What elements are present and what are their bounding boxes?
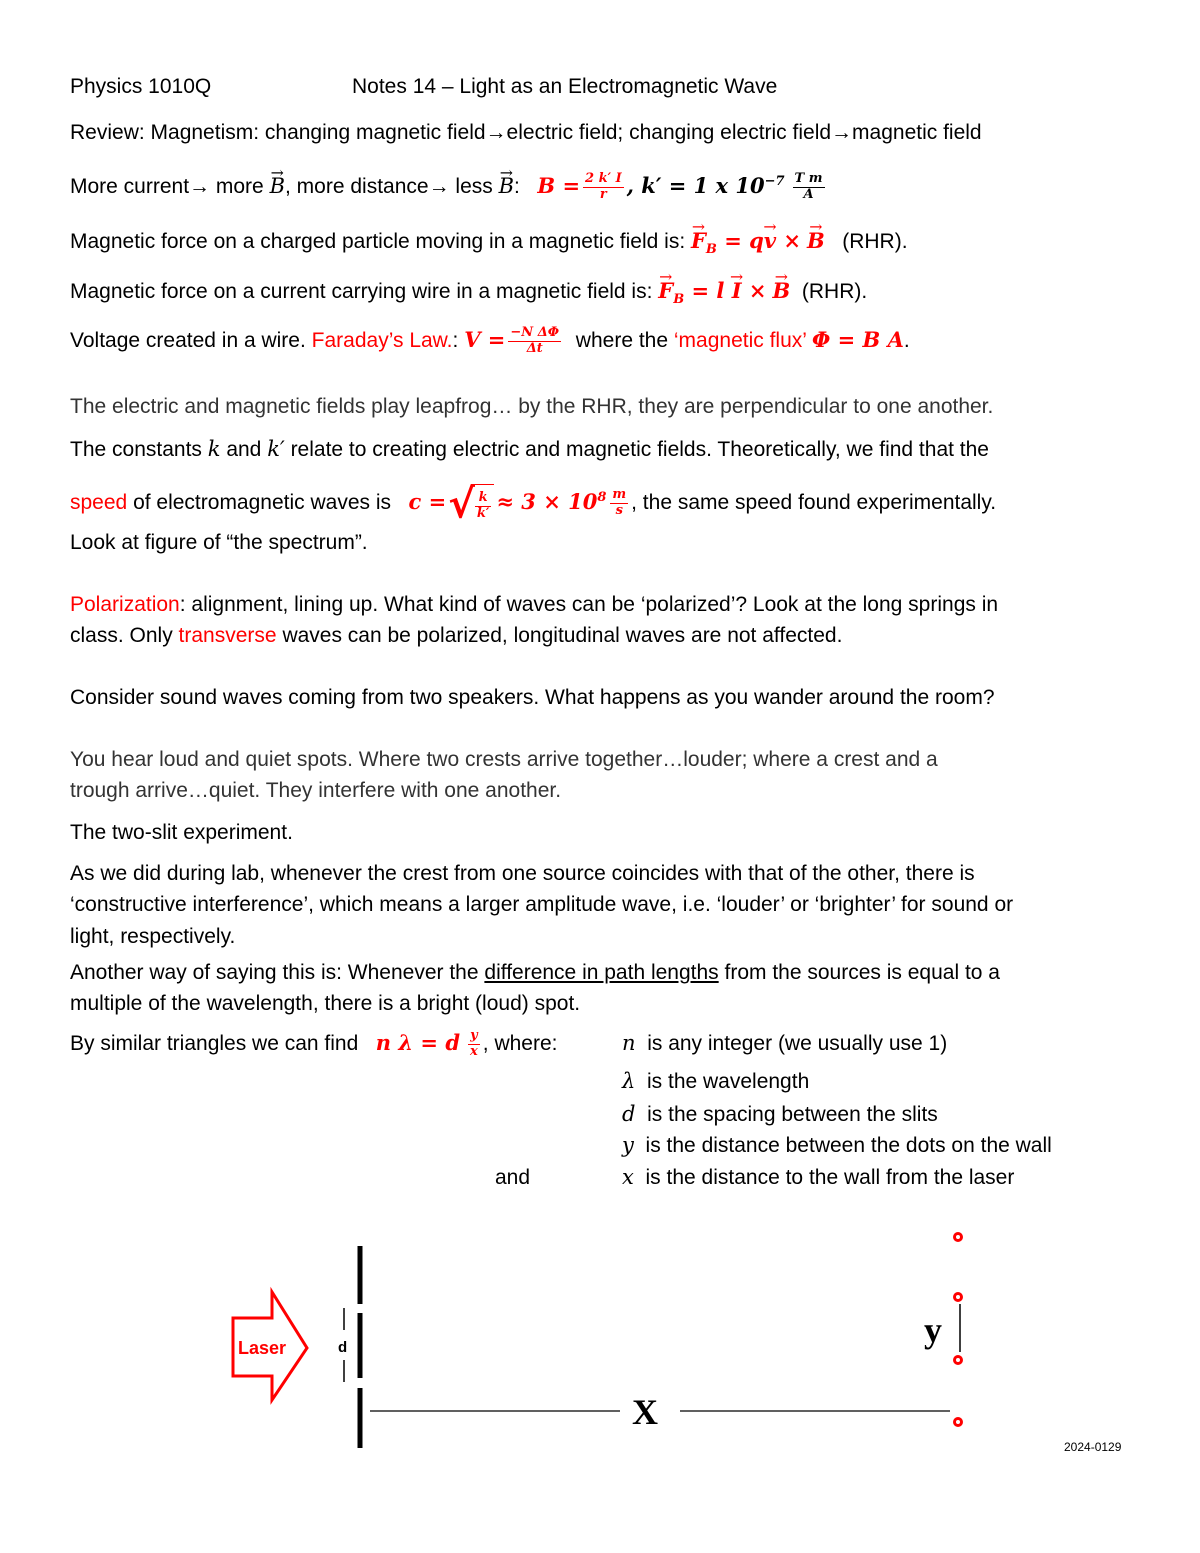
arrow-icon: → — [189, 174, 211, 198]
speed-label: speed — [70, 491, 128, 514]
polarization-line-2: class. Only transverse waves can be polarized, longitudinal waves are not affected. — [70, 624, 843, 647]
header — [70, 76, 211, 97]
speakers-line: Consider sound waves coming from two speakers. What happens as you wander around the room? — [70, 686, 995, 709]
leapfrog-line: The electric and magnetic fields play leapfrog… by the RHR, they are perpendicular to one another. — [70, 395, 994, 418]
lab-line-2: ‘constructive interference’, which means a larger amplitude wave, i.e. ‘louder’ or ‘brighter’ for sound or — [70, 893, 1014, 916]
laser-label: Laser — [238, 1338, 287, 1358]
definition-n: n is any integer (we usually use 1) — [622, 1031, 948, 1055]
polarization-line-1: Polarization: alignment, lining up. What kind of waves can be ‘polarized’? Look at the long springs in — [70, 593, 999, 616]
definition-lambda: λ is the wavelength — [622, 1069, 810, 1093]
review-line: Review: Magnetism: changing magnetic field→electric field; changing electric field→magnetic field — [70, 121, 982, 144]
definition-y: y is the distance between the dots on the wall — [622, 1133, 1052, 1157]
loud-line-2: trough arrive…quiet. They interfere with one another. — [70, 779, 562, 802]
wall-dot-1 — [955, 1234, 962, 1241]
force-wire-line: Magnetic force on a current carrying wire in a magnetic field is: → $F_B = l \to I \times\to B$ (RHR). — [70, 280, 867, 306]
two-slit-heading: The two-slit experiment. — [70, 821, 293, 844]
wall-dot-4 — [955, 1419, 962, 1426]
arrow-icon: → — [428, 174, 450, 198]
definition-d: d is the spacing between the slits — [622, 1102, 938, 1126]
lab-line-3: light, respectively. — [70, 925, 236, 948]
another-line-2: multiple of the wavelength, there is a bright (loud) spot. — [70, 992, 581, 1015]
spectrum-line: Look at figure of “the spectrum”. — [70, 531, 368, 554]
current-line: More current→ more → B, more distance→ less → B: B = $\frac{2 k' I}{r}$ , k′ = 1 x $10^{-7}$ $\frac{\text{T m}}{A}$ — [70, 172, 828, 203]
another-line-1: Another way of saying this is: Whenever the difference in path lengths from the sources is equal to a — [70, 961, 1000, 984]
constants-line: The constants k and k′ relate to creating electric and magnetic fields. Theoretically, we find that the — [70, 437, 989, 461]
force-particle-line: Magnetic force on a charged particle moving in a magnetic field is: → $F_B = q\to v \times\to B$ (RHR). — [70, 230, 908, 256]
arrow-icon: → — [485, 121, 507, 144]
definition-x: x is the distance to the wall from the laser — [622, 1165, 1015, 1189]
polarization-label: Polarization — [70, 593, 180, 616]
field-formula: B = $\frac{2 k' I}{r}$ — [537, 171, 622, 202]
arrow-icon: → — [831, 121, 853, 144]
date-stamp: 2024-0129 — [1064, 1440, 1122, 1454]
x-label: X — [632, 1392, 658, 1432]
page-title: Notes 14 – Light as an Electromagnetic Wave — [352, 75, 778, 98]
lab-line-1: As we did during lab, whenever the crest from one source coincides with that of the other, there is — [70, 862, 975, 885]
y-label: y — [924, 1310, 942, 1350]
d-label: d — [338, 1339, 348, 1356]
wall-dot-3 — [955, 1357, 962, 1364]
similar-line: By similar triangles we can find n λ = d $\frac{y}{x}$ , where: — [70, 1028, 558, 1059]
speed-line: speed of electromagnetic waves is c =√ $\frac{k}{k'}$ ≈ $3 \times 10^8$ $\frac{m}{s}$ , the same speed found experimentally. — [70, 481, 997, 527]
faraday-law-label: Faraday’s Law. — [311, 328, 453, 352]
loud-line-1: You hear loud and quiet spots. Where two crests arrive together…louder; where a crest and a — [70, 748, 938, 771]
faraday-line: Voltage created in a wire. Faraday’s Law.: V = $\frac{\text{−N ΔΦ}}{\Delta t}$ where the ‘magnetic flux’ Φ = B A. — [70, 325, 910, 356]
and-word: and — [495, 1166, 531, 1189]
wall-dot-2 — [955, 1294, 962, 1301]
two-slit-diagram — [0, 1200, 1200, 1460]
course-name: Physics 1010Q — [70, 75, 212, 98]
